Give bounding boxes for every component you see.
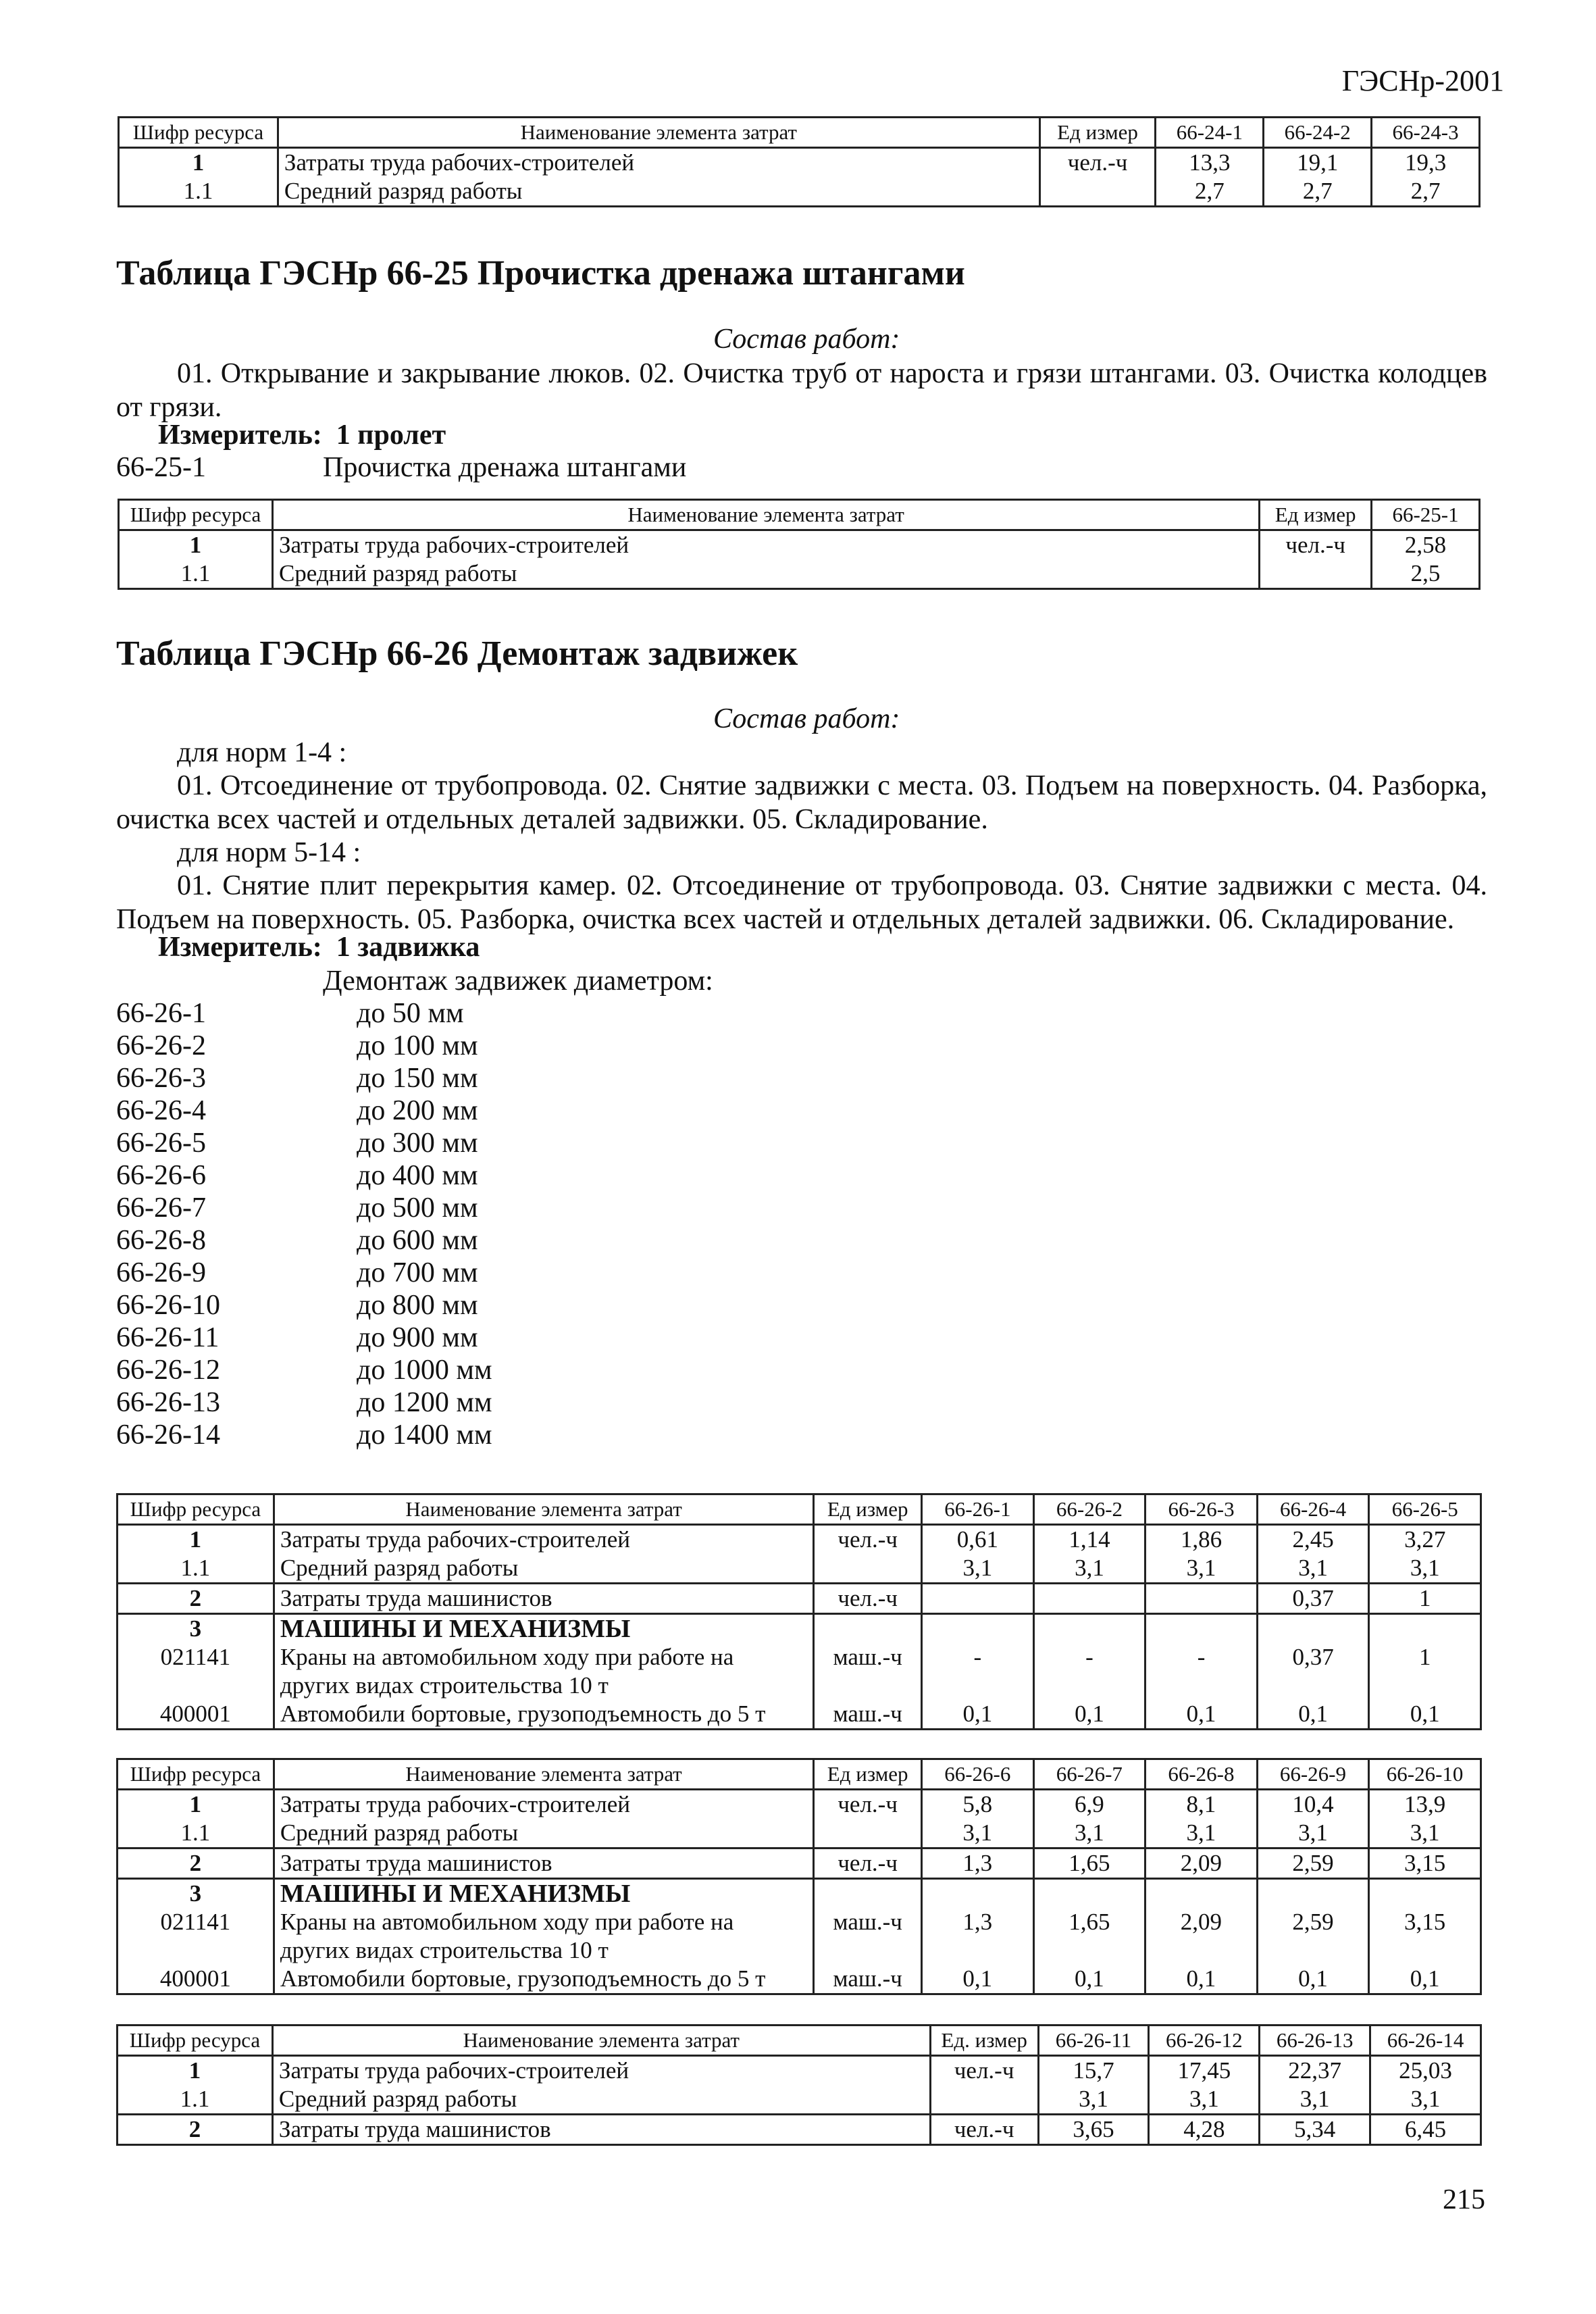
cell-value: 1,65 [1033, 1908, 1145, 1965]
cell-value: 0,1 [1257, 1965, 1369, 1994]
cell-value: 0,37 [1257, 1584, 1369, 1614]
cell-value: 2,58 [1372, 530, 1480, 560]
cell-name: Средний разряд работы [272, 559, 1259, 589]
cell-code: 1.1 [118, 2085, 273, 2115]
table-row [118, 2115, 1481, 2145]
meter-label: Измеритель: [158, 420, 322, 451]
table-row [118, 1525, 1481, 1555]
table-66-24 [118, 116, 1481, 207]
table-66-26-1-5 [116, 1493, 1482, 1730]
cell-code: 2 [118, 1848, 274, 1879]
table-row [118, 1879, 1481, 1909]
list-item-size: до 400 мм [357, 1160, 478, 1191]
list-item-size: до 1400 мм [357, 1419, 492, 1451]
list-item-code: 66-26-1 [116, 998, 206, 1029]
cell-name: Краны на автомобильном ходу при работе на других видах строительства 10 т [274, 1643, 813, 1700]
cell-value: 0,1 [1257, 1700, 1369, 1730]
col-code: Шифр ресурса [118, 2026, 273, 2056]
works-description-1-4: 01. Отсоединение от трубопровода. 02. Снятие задвижки с места. 03. Подъем на поверхность. 04. Разборка, очистка всех частей и отдельных деталей задвижки. 05. Складирование. [116, 770, 1487, 835]
list-item-code: 66-26-8 [116, 1225, 206, 1256]
col-norm: 66-26-10 [1369, 1759, 1481, 1790]
table-row [118, 1790, 1481, 1819]
cell-value: 1,65 [1033, 1848, 1145, 1879]
cell-value: 2,5 [1372, 559, 1480, 589]
cell-value: 10,4 [1257, 1790, 1369, 1819]
cell-unit: чел.-ч [930, 2056, 1038, 2086]
cell-name: Затраты труда рабочих-строителей [272, 530, 1259, 560]
col-norm: 66-26-14 [1370, 2026, 1481, 2056]
cell-code: 3 [118, 1879, 274, 1909]
cell-name: Средний разряд работы [274, 1819, 813, 1848]
cell-name: Автомобили бортовые, грузоподъемность до 5 т [274, 1700, 813, 1730]
cell-value: 1 [1369, 1584, 1481, 1614]
norm-name: Прочистка дренажа штангами [323, 452, 687, 483]
list-item-size: до 700 мм [357, 1257, 478, 1288]
meter-value: 1 пролет [336, 420, 446, 451]
cell-code: 1 [118, 1525, 274, 1555]
cell-name: Средний разряд работы [272, 2085, 930, 2115]
cell-value: - [922, 1643, 1034, 1700]
cell-value: 0,1 [1369, 1965, 1481, 1994]
list-item-code: 66-26-14 [116, 1419, 220, 1451]
col-unit: Ед измер [814, 1759, 922, 1790]
cell-unit [814, 1819, 922, 1848]
cell-value: 2,7 [1372, 177, 1480, 207]
cell-name: Средний разряд работы [278, 177, 1039, 207]
cell-unit: маш.-ч [814, 1643, 922, 1700]
works-description: 01. Открывание и закрывание люков. 02. Очистка труб от нароста и грязи штангами. 03. Очистка колодцев от грязи. [116, 358, 1487, 423]
cell-value: 3,1 [1033, 1554, 1145, 1584]
cell-unit: чел.-ч [1039, 148, 1156, 178]
table-row [118, 1848, 1481, 1879]
col-norm: 66-26-1 [922, 1494, 1034, 1525]
list-item-code: 66-26-9 [116, 1257, 206, 1288]
list-item-size: до 1000 мм [357, 1355, 492, 1386]
cell-value: 3,65 [1038, 2115, 1149, 2145]
cell-value [1033, 1584, 1145, 1614]
table-66-25 [118, 499, 1481, 590]
cell-value: 3,15 [1369, 1848, 1481, 1879]
list-item-size: до 500 мм [357, 1192, 478, 1224]
table-row [119, 148, 1480, 178]
cell-value: 3,1 [1257, 1819, 1369, 1848]
table-66-26-6-10 [116, 1758, 1482, 1995]
cell-unit: чел.-ч [814, 1790, 922, 1819]
cell-value: 3,1 [1369, 1819, 1481, 1848]
cell-name: Затраты труда рабочих-строителей [274, 1525, 813, 1555]
works-heading: Состав работ: [713, 703, 900, 734]
cell-value: 1,14 [1033, 1525, 1145, 1555]
col-norm: 66-26-9 [1257, 1759, 1369, 1790]
cell-code: 1.1 [119, 177, 278, 207]
cell-value: 15,7 [1038, 2056, 1149, 2086]
cell-value: 8,1 [1145, 1790, 1258, 1819]
table-row [118, 1908, 1481, 1965]
col-norm: 66-24-3 [1372, 118, 1480, 148]
cell-unit [814, 1554, 922, 1584]
cell-name: Затраты труда машинистов [274, 1848, 813, 1879]
table-row [118, 1584, 1481, 1614]
cell-value: - [1145, 1643, 1258, 1700]
cell-value: 2,7 [1156, 177, 1264, 207]
col-norm: 66-25-1 [1372, 500, 1480, 530]
cell-value: 3,1 [922, 1554, 1034, 1584]
cell-name: Краны на автомобильном ходу при работе на других видах строительства 10 т [274, 1908, 813, 1965]
list-item-code: 66-26-5 [116, 1128, 206, 1159]
list-item-code: 66-26-13 [116, 1387, 220, 1418]
cell-value: 1,3 [922, 1908, 1034, 1965]
works-heading: Состав работ: [713, 324, 900, 355]
cell-value: 2,59 [1257, 1848, 1369, 1879]
cell-name: Средний разряд работы [274, 1554, 813, 1584]
document-code-header: ГЭСНр-2001 [1341, 64, 1504, 97]
cell-value: 3,1 [1145, 1554, 1258, 1584]
table-row [118, 1643, 1481, 1700]
col-norm: 66-26-2 [1033, 1494, 1145, 1525]
cell-value: 0,1 [1145, 1700, 1258, 1730]
col-unit: Ед. измер [930, 2026, 1038, 2056]
col-name: Наименование элемента затрат [274, 1494, 813, 1525]
cell-value: 0,1 [1369, 1700, 1481, 1730]
cell-code: 3 [118, 1614, 274, 1644]
table-row [118, 1819, 1481, 1848]
table-row [118, 1554, 1481, 1584]
cell-code: 1 [118, 1790, 274, 1819]
col-norm: 66-24-2 [1264, 118, 1372, 148]
cell-code: 1.1 [119, 559, 273, 589]
col-norm: 66-26-4 [1257, 1494, 1369, 1525]
cell-name: Затраты труда машинистов [274, 1584, 813, 1614]
list-item-code: 66-26-4 [116, 1095, 206, 1126]
table-row [118, 1700, 1481, 1730]
cell-value: 4,28 [1149, 2115, 1260, 2145]
list-item-code: 66-26-12 [116, 1355, 220, 1386]
cell-value: 19,1 [1264, 148, 1372, 178]
cell-value: 1 [1369, 1643, 1481, 1700]
col-unit: Ед измер [1039, 118, 1156, 148]
cell-code: 1 [119, 530, 273, 560]
list-item-size: до 800 мм [357, 1290, 478, 1321]
table-row [119, 559, 1480, 589]
cell-name: Затраты труда рабочих-строителей [278, 148, 1039, 178]
cell-unit [1260, 559, 1372, 589]
cell-value: 0,1 [1033, 1965, 1145, 1994]
col-code: Шифр ресурса [118, 1759, 274, 1790]
cell-value: 0,61 [922, 1525, 1034, 1555]
cell-value: 0,1 [1145, 1965, 1258, 1994]
col-norm: 66-24-1 [1156, 118, 1264, 148]
cell-value: 5,34 [1260, 2115, 1370, 2145]
col-norm: 66-26-5 [1369, 1494, 1481, 1525]
cell-value: 2,45 [1257, 1525, 1369, 1555]
col-norm: 66-26-8 [1145, 1759, 1258, 1790]
cell-value: 3,1 [1369, 1554, 1481, 1584]
col-unit: Ед измер [1260, 500, 1372, 530]
cell-value: 0,1 [922, 1965, 1034, 1994]
table-header-row [118, 1494, 1481, 1525]
cell-value [922, 1584, 1034, 1614]
cell-value: 2,09 [1145, 1908, 1258, 1965]
cell-unit: маш.-ч [814, 1700, 922, 1730]
norms-range-label: для норм 1-4 : [177, 737, 347, 768]
cell-unit: чел.-ч [814, 1525, 922, 1555]
cell-value: 3,1 [922, 1819, 1034, 1848]
table-row [118, 1965, 1481, 1994]
cell-unit [1039, 177, 1156, 207]
cell-section-heading: МАШИНЫ И МЕХАНИЗМЫ [274, 1879, 813, 1909]
cell-section-heading: МАШИНЫ И МЕХАНИЗМЫ [274, 1614, 813, 1644]
cell-value: 3,1 [1033, 1819, 1145, 1848]
list-item-size: до 100 мм [357, 1030, 478, 1061]
cell-code: 1 [118, 2056, 273, 2086]
section-title-66-25: Таблица ГЭСНр 66-25 Прочистка дренажа штангами [116, 254, 965, 293]
list-item-size: до 1200 мм [357, 1387, 492, 1418]
cell-value: 19,3 [1372, 148, 1480, 178]
col-norm: 66-26-6 [922, 1759, 1034, 1790]
list-item-size: до 600 мм [357, 1225, 478, 1256]
cell-value: 3,1 [1260, 2085, 1370, 2115]
cell-code: 021141 [118, 1908, 274, 1965]
cell-unit [930, 2085, 1038, 2115]
cell-unit: чел.-ч [814, 1848, 922, 1879]
col-name: Наименование элемента затрат [272, 2026, 930, 2056]
col-norm: 66-26-3 [1145, 1494, 1258, 1525]
cell-code: 021141 [118, 1643, 274, 1700]
cell-unit: чел.-ч [1260, 530, 1372, 560]
cell-value: 17,45 [1149, 2056, 1260, 2086]
cell-code: 400001 [118, 1965, 274, 1994]
cell-name: Затраты труда машинистов [272, 2115, 930, 2145]
table-row [118, 2056, 1481, 2086]
cell-value: 25,03 [1370, 2056, 1481, 2086]
list-item-code: 66-26-11 [116, 1322, 220, 1353]
cell-unit: маш.-ч [814, 1965, 922, 1994]
list-item-code: 66-26-10 [116, 1290, 220, 1321]
list-item-code: 66-26-6 [116, 1160, 206, 1191]
table-header-row [118, 1759, 1481, 1790]
cell-value: 2,09 [1145, 1848, 1258, 1879]
list-item-size: до 300 мм [357, 1128, 478, 1159]
list-item-code: 66-26-2 [116, 1030, 206, 1061]
cell-code: 1.1 [118, 1554, 274, 1584]
col-name: Наименование элемента затрат [274, 1759, 813, 1790]
cell-value: 3,1 [1370, 2085, 1481, 2115]
cell-code: 400001 [118, 1700, 274, 1730]
col-name: Наименование элемента затрат [272, 500, 1259, 530]
norm-group-name: Демонтаж задвижек диаметром: [323, 965, 713, 997]
table-header-row [119, 500, 1480, 530]
cell-code: 2 [118, 1584, 274, 1614]
col-unit: Ед измер [814, 1494, 922, 1525]
cell-value: 22,37 [1260, 2056, 1370, 2086]
col-norm: 66-26-7 [1033, 1759, 1145, 1790]
cell-value [1145, 1584, 1258, 1614]
cell-code: 2 [118, 2115, 273, 2145]
cell-value: 1,3 [922, 1848, 1034, 1879]
col-code: Шифр ресурса [118, 1494, 274, 1525]
cell-value: 6,45 [1370, 2115, 1481, 2145]
cell-code: 1.1 [118, 1819, 274, 1848]
cell-value: 3,1 [1257, 1554, 1369, 1584]
cell-value: 13,3 [1156, 148, 1264, 178]
meter-line [158, 419, 446, 451]
cell-name: Затраты труда рабочих-строителей [274, 1790, 813, 1819]
table-header-row [119, 118, 1480, 148]
list-item-size: до 150 мм [357, 1063, 478, 1094]
cell-value: 3,1 [1038, 2085, 1149, 2115]
cell-value: 0,1 [1033, 1700, 1145, 1730]
works-description-5-14: 01. Снятие плит перекрытия камер. 02. Отсоединение от трубопровода. 03. Снятие задвижки с места. 04. Подъем на поверхность. 05. Разборка, очистка всех частей и отдельных деталей задвижки. 06. Складирование. [116, 870, 1487, 935]
cell-value: 3,1 [1145, 1819, 1258, 1848]
col-name: Наименование элемента затрат [278, 118, 1039, 148]
col-norm: 66-26-12 [1149, 2026, 1260, 2056]
cell-value: 3,27 [1369, 1525, 1481, 1555]
cell-name: Затраты труда рабочих-строителей [272, 2056, 930, 2086]
cell-value: 13,9 [1369, 1790, 1481, 1819]
cell-unit: чел.-ч [814, 1584, 922, 1614]
cell-value: 5,8 [922, 1790, 1034, 1819]
col-code: Шифр ресурса [119, 118, 278, 148]
cell-value: 1,86 [1145, 1525, 1258, 1555]
col-norm: 66-26-13 [1260, 2026, 1370, 2056]
table-row [118, 2085, 1481, 2115]
list-item-code: 66-26-3 [116, 1063, 206, 1094]
table-row [119, 177, 1480, 207]
meter-line [158, 931, 480, 963]
section-title-66-26: Таблица ГЭСНр 66-26 Демонтаж задвижек [116, 634, 798, 673]
list-item-size: до 900 мм [357, 1322, 478, 1353]
cell-value: 0,1 [922, 1700, 1034, 1730]
meter-value: 1 задвижка [336, 932, 480, 963]
cell-name: Автомобили бортовые, грузоподъемность до 5 т [274, 1965, 813, 1994]
cell-value: 2,7 [1264, 177, 1372, 207]
norm-code: 66-25-1 [116, 452, 206, 483]
cell-value: 6,9 [1033, 1790, 1145, 1819]
page-number: 215 [1443, 2184, 1485, 2215]
list-item-size: до 50 мм [357, 998, 464, 1029]
table-header-row [118, 2026, 1481, 2056]
col-norm: 66-26-11 [1038, 2026, 1149, 2056]
table-66-26-11-14 [116, 2024, 1482, 2146]
cell-unit: чел.-ч [930, 2115, 1038, 2145]
table-row [118, 1614, 1481, 1644]
cell-value: 2,59 [1257, 1908, 1369, 1965]
cell-value: 3,15 [1369, 1908, 1481, 1965]
col-code: Шифр ресурса [119, 500, 273, 530]
list-item-size: до 200 мм [357, 1095, 478, 1126]
norms-range-label: для норм 5-14 : [177, 837, 361, 868]
cell-value: 0,37 [1257, 1643, 1369, 1700]
cell-code: 1 [119, 148, 278, 178]
cell-unit: маш.-ч [814, 1908, 922, 1965]
cell-value: - [1033, 1643, 1145, 1700]
meter-label: Измеритель: [158, 932, 322, 963]
list-item-code: 66-26-7 [116, 1192, 206, 1224]
table-row [119, 530, 1480, 560]
cell-value: 3,1 [1149, 2085, 1260, 2115]
